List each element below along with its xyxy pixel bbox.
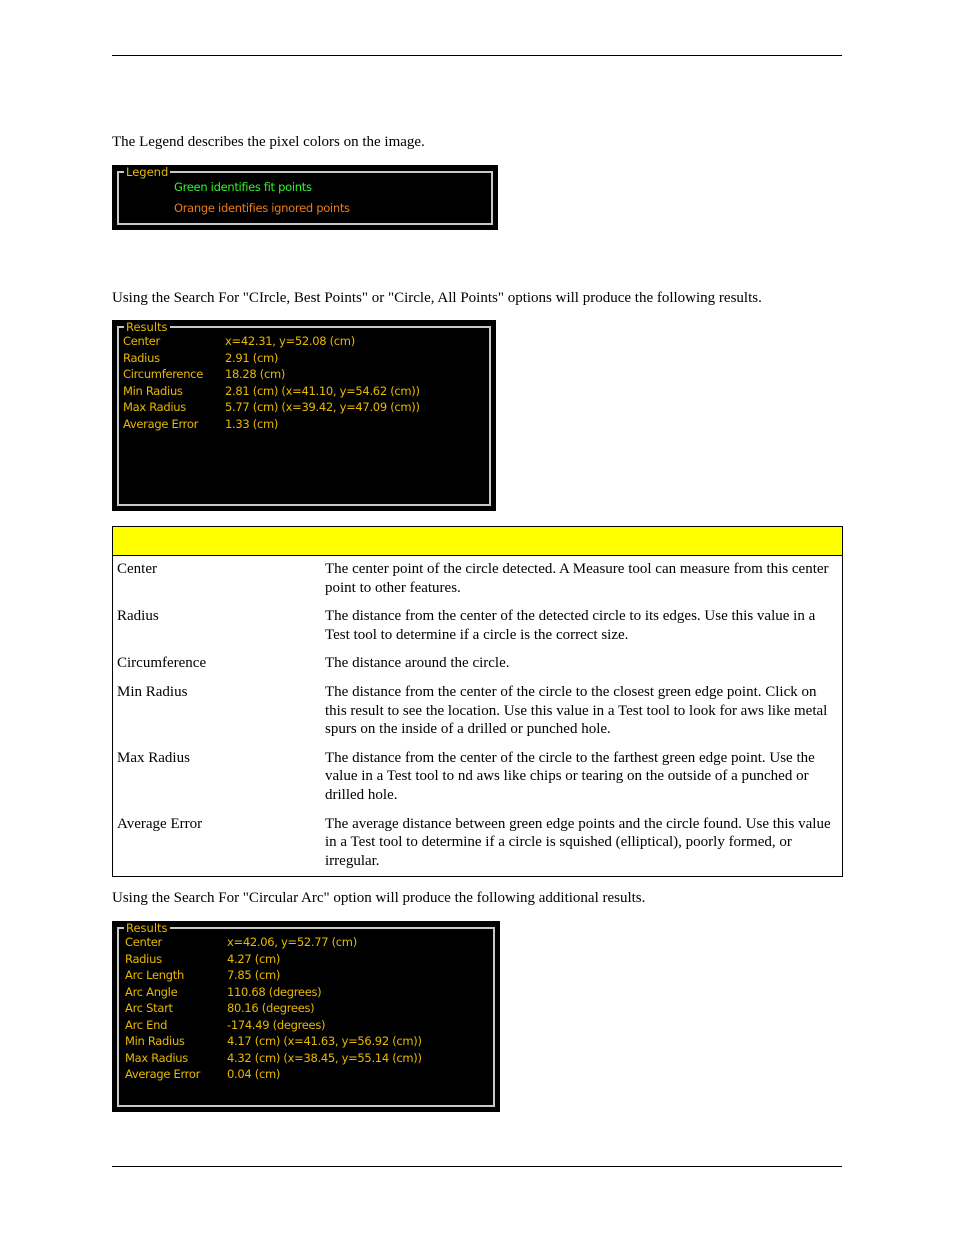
result-label: Min Radius: [125, 1034, 185, 1048]
result-row: [123, 333, 420, 350]
description-cell: The distance around the circle.: [325, 655, 510, 672]
table-header-row: [113, 527, 843, 556]
description-cell: The distance from the center of the detected circle to its edges. Use this value in a Test tool to determine if a circle is the correct size.: [325, 608, 816, 643]
result-row: [123, 366, 420, 383]
description-cell: The center point of the circle detected. A Measure tool can measure from this center point to other features.: [325, 561, 829, 596]
legend-item-fit: Green identifies fit points: [174, 180, 312, 194]
term-cell: Max Radius: [117, 749, 190, 766]
arc-results-groupbox: [117, 921, 495, 1107]
result-label: Center: [125, 935, 162, 949]
result-row: [123, 383, 420, 400]
result-row: [123, 399, 420, 416]
circle-results-groupbox: [117, 320, 491, 506]
result-value: 2.81 (cm) (x=41.10, y=54.62 (cm)): [225, 383, 420, 398]
term-cell: Min Radius: [117, 683, 188, 700]
result-value: 7.85 (cm): [227, 968, 281, 982]
result-row: [123, 416, 420, 433]
result-row: [125, 1033, 422, 1050]
result-row: [125, 967, 422, 984]
table-row: [113, 683, 843, 749]
term-cell: Radius: [117, 608, 159, 625]
result-value: 5.77 (cm) (x=39.42, y=47.09 (cm)): [225, 400, 420, 414]
circle-results-panel: [112, 320, 496, 511]
term-cell: Average Error: [117, 815, 203, 832]
arc-intro: Using the Search For "Circular Arc" option will produce the following additional results.: [112, 890, 646, 906]
term-cell: Center: [117, 561, 157, 577]
result-value: 0.04 (cm): [227, 1067, 281, 1081]
result-value: 80.16 (degrees): [227, 1001, 315, 1015]
result-label: Arc End: [125, 1017, 168, 1032]
result-value: 110.68 (degrees): [227, 984, 322, 999]
header-rule: [112, 55, 842, 56]
result-row: [125, 1050, 422, 1067]
legend-item-ignored: Orange identifies ignored points: [174, 201, 350, 215]
result-row: [125, 1017, 422, 1034]
result-value: x=42.31, y=52.08 (cm): [225, 334, 355, 348]
result-label: Arc Angle: [125, 984, 178, 999]
arc-results-title: Results: [126, 921, 168, 935]
result-value: x=42.06, y=52.77 (cm): [227, 935, 357, 949]
result-label: Center: [123, 334, 160, 348]
result-label: Max Radius: [125, 1050, 188, 1065]
result-row: [125, 951, 422, 968]
result-label: Arc Start: [125, 1001, 173, 1015]
arc-results-list: [125, 934, 422, 1083]
result-value: 4.32 (cm) (x=38.45, y=55.14 (cm)): [227, 1050, 422, 1065]
description-cell: The distance from the center of the circle to the closest green edge point. Click on this result to see the location. Use this value in a Test tool to look for aws like metal spurs on the inside of a drilled or punched hole.: [325, 683, 828, 738]
term-cell: Circumference: [117, 655, 207, 672]
circle-results-list: [123, 333, 420, 432]
circle-intro: Using the Search For "CIrcle, Best Points" or "Circle, All Points" options will produce the following results.: [112, 290, 762, 306]
result-row: [125, 1000, 422, 1017]
result-value: 1.33 (cm): [225, 416, 279, 431]
result-label: Radius: [123, 350, 160, 365]
result-row: [125, 984, 422, 1001]
circle-results-title: Results: [126, 320, 168, 334]
result-label: Circumference: [123, 367, 203, 381]
result-row: [123, 350, 420, 367]
result-value: 18.28 (cm): [225, 367, 286, 381]
result-label: Radius: [125, 951, 162, 966]
table-header: [113, 527, 843, 556]
table-row: [113, 749, 843, 815]
table-row: [113, 654, 843, 683]
legend-panel: [112, 165, 498, 230]
result-value: 2.91 (cm): [225, 350, 279, 365]
result-label: Arc Length: [125, 968, 184, 982]
result-row: [125, 1066, 422, 1083]
legend-intro: The Legend describes the pixel colors on the image.: [112, 134, 425, 150]
arc-results-panel: [112, 921, 500, 1112]
description-cell: The distance from the center of the circle to the farthest green edge point. Use the value in a Test tool to nd aws like chips or tearing on the outside of a punched or drilled hole.: [325, 749, 815, 803]
result-value: -174.49 (degrees): [227, 1017, 326, 1032]
legend-title: Legend: [126, 165, 169, 179]
results-definitions-table: [112, 526, 843, 877]
result-row: [125, 934, 422, 951]
result-label: Average Error: [123, 416, 199, 431]
result-label: Average Error: [125, 1067, 201, 1081]
result-label: Min Radius: [123, 383, 183, 398]
table-row: [113, 815, 843, 877]
result-value: 4.17 (cm) (x=41.63, y=56.92 (cm)): [227, 1034, 422, 1048]
result-label: Max Radius: [123, 400, 186, 414]
description-cell: The average distance between green edge points and the circle found. Use this value in a Test tool to determine if a circle is squished (elliptical), poorly formed, or irregular.: [325, 815, 831, 869]
table-row: [113, 607, 843, 654]
footer-rule: [112, 1166, 842, 1167]
legend-groupbox: [117, 165, 493, 225]
table-row: [113, 556, 843, 608]
result-value: 4.27 (cm): [227, 951, 281, 966]
